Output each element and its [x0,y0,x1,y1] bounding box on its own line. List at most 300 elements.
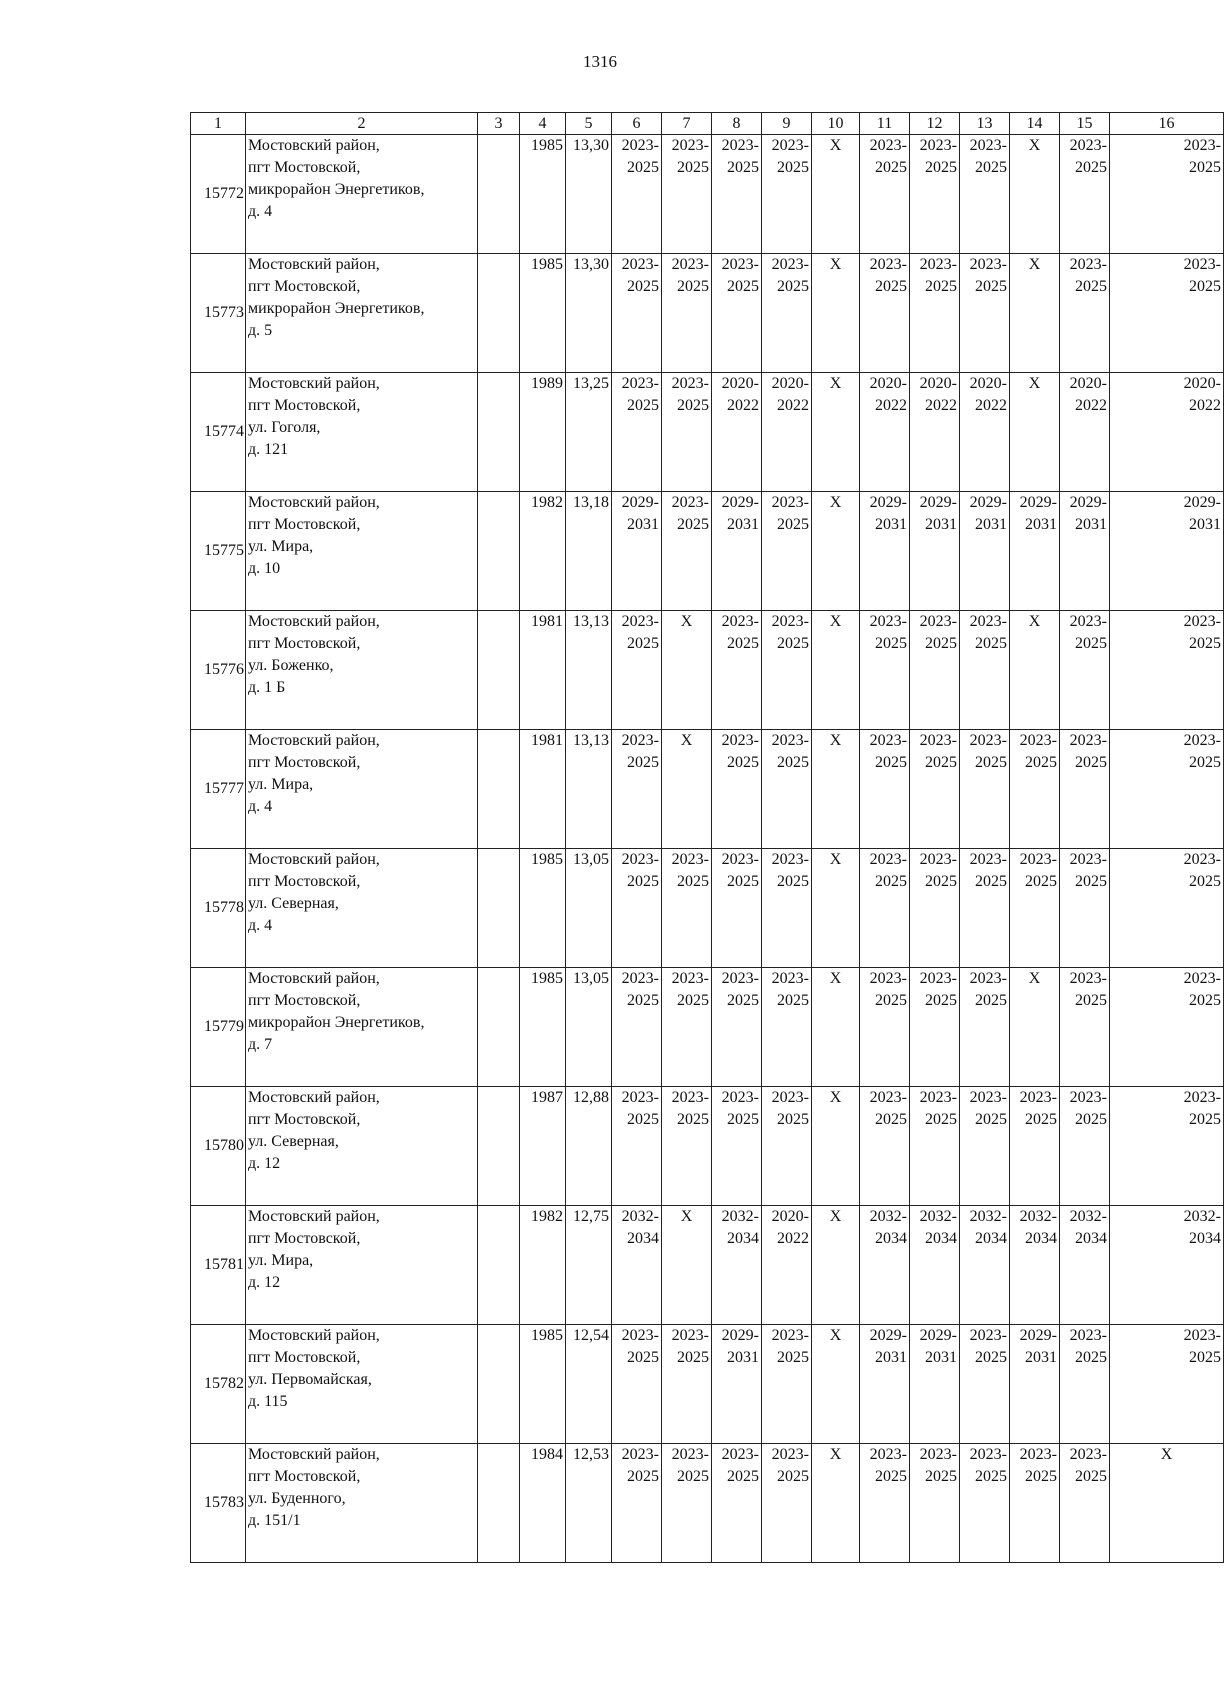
period-end: 2031 [875,516,907,533]
period-cell [1110,492,1224,611]
column-3-cell [478,968,520,1087]
column-3-cell [478,135,520,254]
period-cell [1010,1444,1060,1563]
period-start: 2023- [1069,1089,1107,1106]
table-body [191,113,1224,1563]
period-start: 2023- [1019,1446,1057,1463]
period-cell [910,611,960,730]
period-end: 2025 [875,754,907,771]
column-header: 7 [662,113,712,135]
period-cell [712,968,762,1087]
period-start: 2020- [1183,375,1221,392]
period-start: 2023- [869,137,907,154]
table-row [191,1206,1224,1325]
period-cell [910,1444,960,1563]
period-end: 2034 [627,1230,659,1247]
period-start: 2029- [919,1327,957,1344]
period-cell [1010,849,1060,968]
table-row [191,1325,1224,1444]
period-start: X [829,375,842,392]
period-end: 2025 [727,754,759,771]
period-end: 2025 [627,397,659,414]
period-end: 2025 [627,159,659,176]
period-cell [960,1206,1010,1325]
header-row [191,113,1224,135]
period-cell [762,135,812,254]
period-cell [762,849,812,968]
address-line: ул. Северная, [248,1133,339,1150]
period-cell [1060,1444,1110,1563]
period-cell [1110,135,1224,254]
address-cell [246,373,478,492]
column-3-cell [478,1444,520,1563]
period-cell [712,730,762,849]
address-line: Мостовский район, [248,1327,380,1344]
period-start: 2023- [919,256,957,273]
period-start: 2023- [969,732,1007,749]
period-cell [762,1206,812,1325]
period-cell [1060,1206,1110,1325]
address-line: д. 5 [248,322,273,339]
period-end: 2025 [727,635,759,652]
period-end: 2031 [925,516,957,533]
address-line: ул. Мира, [248,776,314,793]
record-number: 15783 [191,1444,246,1563]
period-end: 2022 [777,1230,809,1247]
period-cell [910,373,960,492]
record-number: 15772 [191,135,246,254]
period-start: 2023- [671,256,709,273]
period-cell [1010,1325,1060,1444]
table-row [191,968,1224,1087]
period-end: 2031 [627,516,659,533]
column-header: 14 [1010,113,1060,135]
address-line: д. 115 [248,1393,288,1410]
value-cell: 12,54 [566,1325,612,1444]
period-cell [860,1206,910,1325]
address-line: ул. Буденного, [248,1490,346,1507]
period-cell [1060,373,1110,492]
period-start: 2023- [621,851,659,868]
period-end: 2025 [875,873,907,890]
period-start: 2020- [1069,375,1107,392]
period-cell [910,849,960,968]
address-line: ул. Первомайская, [248,1371,372,1388]
period-end: 2031 [727,1349,759,1366]
period-end: 2031 [1189,516,1221,533]
period-end: 2025 [1075,159,1107,176]
year-cell: 1981 [520,730,566,849]
period-start: 2023- [621,970,659,987]
period-end: 2025 [777,754,809,771]
period-cell [860,611,910,730]
period-start: 2023- [969,1446,1007,1463]
period-start: 2023- [771,613,809,630]
period-cell [812,254,860,373]
period-end: 2025 [677,278,709,295]
period-start: 2032- [621,1208,659,1225]
period-cell [960,254,1010,373]
period-end: 2031 [875,1349,907,1366]
period-start: 2023- [621,375,659,392]
period-start: 2023- [969,613,1007,630]
period-cell [960,135,1010,254]
period-end: 2025 [727,1111,759,1128]
period-end: 2025 [1189,1349,1221,1366]
period-start: 2023- [969,256,1007,273]
period-cell [662,1325,712,1444]
period-cell [762,730,812,849]
period-start: 2023- [1069,613,1107,630]
period-cell [712,1444,762,1563]
period-start: 2029- [869,1327,907,1344]
year-cell: 1984 [520,1444,566,1563]
period-start: 2020- [919,375,957,392]
column-header: 1 [191,113,246,135]
period-end: 2025 [1189,635,1221,652]
period-end: 2034 [925,1230,957,1247]
value-cell: 13,13 [566,611,612,730]
period-end: 2025 [975,1468,1007,1485]
period-cell [1110,849,1224,968]
period-start: X [1028,137,1041,154]
period-cell [812,1206,860,1325]
column-3-cell [478,1206,520,1325]
period-cell [860,968,910,1087]
period-end: 2025 [1025,1468,1057,1485]
value-cell: 13,13 [566,730,612,849]
address-line: Мостовский район, [248,732,380,749]
address-line: Мостовский район, [248,1089,380,1106]
column-header: 6 [612,113,662,135]
address-line: пгт Мостовской, [248,873,361,890]
period-start: 2029- [919,494,957,511]
period-cell [662,1444,712,1563]
address-line: Мостовский район, [248,970,380,987]
period-cell [910,1325,960,1444]
period-cell [860,1087,910,1206]
period-start: 2023- [621,732,659,749]
period-cell [1060,730,1110,849]
period-start: 2023- [771,851,809,868]
period-cell [910,492,960,611]
period-cell [1060,135,1110,254]
period-start: 2029- [721,494,759,511]
address-line: Мостовский район, [248,851,380,868]
period-cell [712,1206,762,1325]
table-row [191,849,1224,968]
address-cell [246,135,478,254]
period-end: 2025 [925,278,957,295]
period-end: 2025 [925,1468,957,1485]
address-line: пгт Мостовской, [248,1230,361,1247]
period-end: 2025 [627,873,659,890]
period-start: X [680,1208,693,1225]
period-cell [910,135,960,254]
period-start: 2032- [919,1208,957,1225]
period-end: 2025 [677,1468,709,1485]
address-line: микрорайон Энергетиков, [248,300,425,317]
period-end: 2022 [975,397,1007,414]
period-end: 2025 [677,992,709,1009]
year-cell: 1985 [520,1325,566,1444]
period-start: 2023- [771,1089,809,1106]
period-start: 2023- [919,851,957,868]
address-line: ул. Мира, [248,1252,314,1269]
column-3-cell [478,492,520,611]
address-line: д. 151/1 [248,1512,301,1529]
period-end: 2031 [1075,516,1107,533]
address-line: д. 1 Б [248,679,286,696]
period-start: 2029- [721,1327,759,1344]
period-end: 2025 [875,1468,907,1485]
period-end: 2025 [727,992,759,1009]
address-line: ул. Боженко, [248,657,334,674]
period-cell [612,254,662,373]
period-start: X [829,851,842,868]
period-start: 2023- [671,137,709,154]
record-number: 15778 [191,849,246,968]
period-end: 2025 [777,992,809,1009]
period-end: 2025 [777,516,809,533]
period-end: 2025 [1075,754,1107,771]
period-start: 2023- [919,613,957,630]
period-start: 2023- [1183,970,1221,987]
period-start: 2029- [1019,494,1057,511]
period-cell [762,254,812,373]
period-cell [1010,254,1060,373]
period-end: 2025 [1189,754,1221,771]
period-cell [1060,968,1110,1087]
period-end: 2025 [925,635,957,652]
period-start: 2020- [721,375,759,392]
period-start: 2032- [969,1208,1007,1225]
address-line: пгт Мостовской, [248,1349,361,1366]
period-start: X [829,137,842,154]
period-cell [860,1325,910,1444]
period-end: 2025 [925,1111,957,1128]
address-line: микрорайон Энергетиков, [248,1014,425,1031]
period-cell [662,373,712,492]
period-end: 2025 [875,992,907,1009]
period-start: 2023- [1069,732,1107,749]
period-end: 2025 [1075,873,1107,890]
period-cell [812,1087,860,1206]
address-line: Мостовский район, [248,1446,380,1463]
period-start: 2023- [869,851,907,868]
period-end: 2025 [975,1111,1007,1128]
address-line: д. 121 [248,441,289,458]
period-start: 2023- [1183,613,1221,630]
address-cell [246,1444,478,1563]
period-cell [860,730,910,849]
period-start: 2023- [969,1089,1007,1106]
period-end: 2025 [975,635,1007,652]
period-start: 2029- [869,494,907,511]
period-cell [860,373,910,492]
period-end: 2025 [975,754,1007,771]
period-end: 2034 [1025,1230,1057,1247]
column-3-cell [478,730,520,849]
period-cell [960,1087,1010,1206]
period-end: 2022 [777,397,809,414]
column-header: 4 [520,113,566,135]
period-start: 2023- [1183,1089,1221,1106]
period-cell [662,492,712,611]
period-cell [712,1325,762,1444]
period-start: 2023- [919,970,957,987]
period-cell [612,1087,662,1206]
period-start: X [829,1208,842,1225]
period-cell [812,373,860,492]
column-3-cell [478,611,520,730]
period-end: 2034 [1189,1230,1221,1247]
period-end: 2025 [677,397,709,414]
address-line: д. 4 [248,917,273,934]
period-start: 2023- [969,851,1007,868]
period-start: 2023- [671,375,709,392]
value-cell: 13,30 [566,135,612,254]
period-start: 2023- [621,1327,659,1344]
record-number: 15774 [191,373,246,492]
period-end: 2025 [1075,278,1107,295]
period-cell [1110,254,1224,373]
year-cell: 1982 [520,1206,566,1325]
column-header: 8 [712,113,762,135]
value-cell: 13,05 [566,968,612,1087]
period-start: 2023- [621,1089,659,1106]
period-start: 2029- [621,494,659,511]
period-start: 2032- [869,1208,907,1225]
period-start: 2032- [721,1208,759,1225]
period-cell [762,1325,812,1444]
period-cell [812,611,860,730]
page-number: 1316 [583,52,617,71]
period-end: 2025 [875,635,907,652]
period-cell [1010,1206,1060,1325]
period-cell [1110,1087,1224,1206]
period-end: 2022 [1189,397,1221,414]
period-start: 2023- [771,1446,809,1463]
period-cell [1010,135,1060,254]
column-3-cell [478,1087,520,1206]
period-cell [712,849,762,968]
address-line: д. 12 [248,1155,281,1172]
address-line: пгт Мостовской, [248,635,361,652]
period-start: 2023- [869,613,907,630]
column-header: 9 [762,113,812,135]
period-cell [960,849,1010,968]
period-start: 2023- [671,1089,709,1106]
address-line: ул. Гоголя, [248,419,321,436]
period-start: X [829,613,842,630]
period-end: 2025 [1189,1111,1221,1128]
period-end: 2025 [975,873,1007,890]
address-line: Мостовский район, [248,137,380,154]
period-end: 2025 [1025,873,1057,890]
address-cell [246,1087,478,1206]
register-table [190,112,1224,1563]
period-cell [960,730,1010,849]
period-cell [860,1444,910,1563]
address-line: д. 10 [248,560,281,577]
period-start: 2023- [1069,256,1107,273]
period-cell [1010,373,1060,492]
address-cell [246,849,478,968]
column-header: 12 [910,113,960,135]
period-start: 2023- [919,137,957,154]
period-cell [1060,492,1110,611]
period-start: X [829,1089,842,1106]
period-cell [762,492,812,611]
year-cell: 1985 [520,254,566,373]
period-cell [860,135,910,254]
address-line: ул. Мира, [248,538,314,555]
value-cell: 12,75 [566,1206,612,1325]
table-row [191,611,1224,730]
period-cell [612,373,662,492]
period-cell [960,1325,1010,1444]
address-line: д. 4 [248,203,273,220]
address-line: пгт Мостовской, [248,754,361,771]
period-cell [812,730,860,849]
period-cell [910,968,960,1087]
period-start: 2023- [671,970,709,987]
period-end: 2025 [875,1111,907,1128]
period-end: 2025 [727,1468,759,1485]
period-start: 2023- [621,613,659,630]
address-line: пгт Мостовской, [248,159,361,176]
period-start: X [829,256,842,273]
period-start: 2023- [1069,1327,1107,1344]
address-line: д. 12 [248,1274,281,1291]
period-start: 2023- [771,970,809,987]
period-start: 2023- [1069,851,1107,868]
period-end: 2031 [1025,1349,1057,1366]
period-end: 2025 [677,1111,709,1128]
record-number: 15782 [191,1325,246,1444]
year-cell: 1985 [520,968,566,1087]
period-start: 2029- [1019,1327,1057,1344]
period-end: 2025 [975,1349,1007,1366]
period-start: 2020- [969,375,1007,392]
table-row [191,492,1224,611]
period-start: 2023- [1183,732,1221,749]
period-start: 2023- [621,1446,659,1463]
period-start: 2032- [1019,1208,1057,1225]
address-line: пгт Мостовской, [248,516,361,533]
period-end: 2025 [1075,1468,1107,1485]
period-end: 2025 [1189,159,1221,176]
period-cell [1060,1087,1110,1206]
period-end: 2025 [925,159,957,176]
period-start: X [829,970,842,987]
period-end: 2025 [677,516,709,533]
value-cell: 13,30 [566,254,612,373]
period-start: 2023- [869,256,907,273]
period-cell [662,1206,712,1325]
period-end: 2022 [727,397,759,414]
period-start: 2032- [1069,1208,1107,1225]
period-cell [1010,730,1060,849]
period-end: 2025 [875,278,907,295]
period-start: 2029- [1069,494,1107,511]
year-cell: 1981 [520,611,566,730]
period-cell [812,849,860,968]
period-cell [910,254,960,373]
address-line: ул. Северная, [248,895,339,912]
period-start: X [829,732,842,749]
